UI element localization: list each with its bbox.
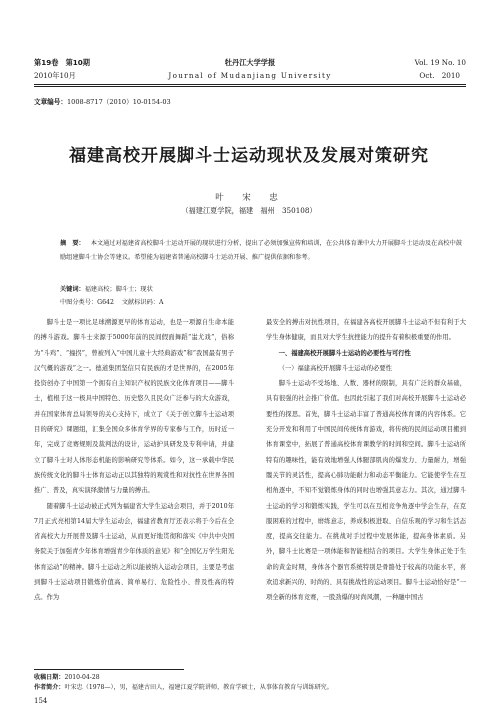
header-date-en: Oct. 2010 [419,71,460,80]
received-date: 2010-04-28 [64,674,100,681]
article-number-label: 文章编号： [34,98,67,106]
clc-value: G642 [97,299,114,306]
header-date-cn: 2010年10月 [34,71,76,80]
author-info-label: 作者简介： [34,684,65,691]
abstract [60,237,466,265]
article-number-value: 1008-8717（2010）10-0154-03 [66,98,171,106]
header-issue-cn: 第19卷 第10期 [34,58,90,67]
header-issue-en: Vol. 19 No. 10 [414,58,466,67]
paper-title: 福建高校开展脚斗士运动现状及发展对策研究 [69,146,429,166]
body-paragraph: 脚斗士是一项比足球溯源更早的体育运动，也是一项源自生命本能的搏斗游戏。脚斗士来源于5000年前的民间假面舞蹈“蚩尤戏”，俗称为“斗鸡”、“撞拐”，曾被列入“中国儿童十大经典游戏”和“我国最有男子汉气概的游戏”之一。德道集团坚信只有民族的才是世界的，在2005年投资创办了中国第一个拥有自主知识产权的民族文化体育项目——脚斗士，植根于这一极具中国特色、历史悠久且民众广泛参与的大众游戏，并在国家体育总局领导的关心支持下，成立了《关于创立脚斗士运动项目的研究》课题组，汇集全国众多体育学界的专家参与工作，历时近一年，完成了竞赛规则及裁判法的设计，运动护具研发及专利申请，并建立了脚斗士对人体形态机能的影响研究等体系。如今，这一承载中华民族传统文化的脚斗士体育运动正以其独特的观赏性和对抗性在世界各国推广、普及，真实演绎激情与力量的搏击。 [34,319,234,495]
doc-code-label: 文献标识码： [121,299,159,306]
header-rule-top [34,84,466,85]
section-heading: 一、福建高校开展脚斗士运动的必要性与可行性 [278,349,411,357]
author-name: 叶 宋 忠 [215,193,283,203]
body-paragraph: 脚斗士运动不受场地、人数、器材的限制，具有广泛的群众基础，具有很强的社会推广价值。也因此引起了我们对高校开展脚斗士运动必要性的探思。首先，脚斗士运动丰富了普通高校体育课的内容体系。它充分开发和利用了中国民间传统体育游戏，将传统的民间运动项目搬到体育课堂中，拓展了普通高校体育课教学的时间和空间。脚斗士运动所特有的趣味性，能有效地增强人体腿部肌肉的爆发力、力量耐力，增强髋关节的灵活性，提高心肺功能耐力和动态平衡能力。它能使学生在互相角逐中，不知不觉锻炼身体的同时也增强其意志力。其次，通过脚斗士运动的学习和锻炼实践，学生可以在互相竞争角逐中学会生存，在克服困难的过程中，磨练意志，养成积极进取、自信乐观的学习和生活态度，提高交往能力。在挑战对手过程中发展体能，提高身体素质。另外，脚斗士比赛是一项体能和智能相结合的项目。大学生身体正处于生命的黄金时期，身体各个器官系统特别是骨骼处于较高的功能水平，喜欢追求新兴的、时尚的、具有挑战性的运动项目。脚斗士运动恰好是“一项全新的体育竞赛，一股劲爆的时尚风潮，一种融中国古 [266,380,466,602]
footnote-author [34,683,474,692]
keywords-label: 关键词： [60,286,85,293]
keywords [60,284,466,296]
clc-label: 中图分类号： [60,299,98,306]
abstract-label: 摘 要： [60,240,85,247]
body-left-column [34,315,234,606]
body-right-column [266,315,466,606]
header-rule-bottom [34,86,466,87]
header-journal-en: Journal of Mudanjiang University [168,71,332,80]
body-paragraph: 最安全的搏击对抗性项目，在福建各高校开展脚斗士运动不但有利于大学生身体健康，而且对大学生抗挫能力的提升有着积极重要的作用。 [266,319,466,342]
author-affiliation: （福建江夏学院，福建 福州 350108） [181,206,317,215]
header-journal-cn: 牡丹江大学学报 [224,58,276,67]
received-label: 收稿日期： [34,674,65,681]
keywords-text: 福建高校；脚斗士；现状 [84,286,153,293]
author-info: 叶宋忠（1978—），男，福建古田人，福建江夏学院讲师，教育学硕士，从事体育教育与训练研究。 [64,684,333,691]
page-number: 154 [34,697,48,705]
article-number [34,96,171,106]
footnote-rule [34,669,184,670]
abstract-text: 本文通过对福建省高校脚斗士运动开展的现状进行分析，提出了必须加强宣传和培训，在公共体育课中大力开展脚斗士运动及在高校中鼓励组建脚斗士协会等建议。希望能为福建省普通高校脚斗士运动开展、推广提供依据和参考。 [60,240,462,262]
body-paragraph: 随着脚斗士运动被正式列为福建省大学生运动会项目，并于2010年7月正式亮相第14届大学生运动会，福建省教育厅还表示将于今后在全省高校大力开展普及脚斗士运动，从而更好地贯彻和落实《中共中央国务院关于加强青少年体育增强青少年体质的意见》和“全国亿万学生阳光体育运动”的精神。脚斗士运动之所以能被纳入运动会项目，主要是考虑到脚斗士运动项目锻炼价值高、简单易行、危险性小、普及性高的特点。作为 [34,502,234,602]
doc-code-value: A [158,299,164,306]
subsection-heading: （一）福建高校开展脚斗士运动的必要性 [278,364,392,372]
classification [60,297,466,309]
footnote-received [34,673,474,682]
